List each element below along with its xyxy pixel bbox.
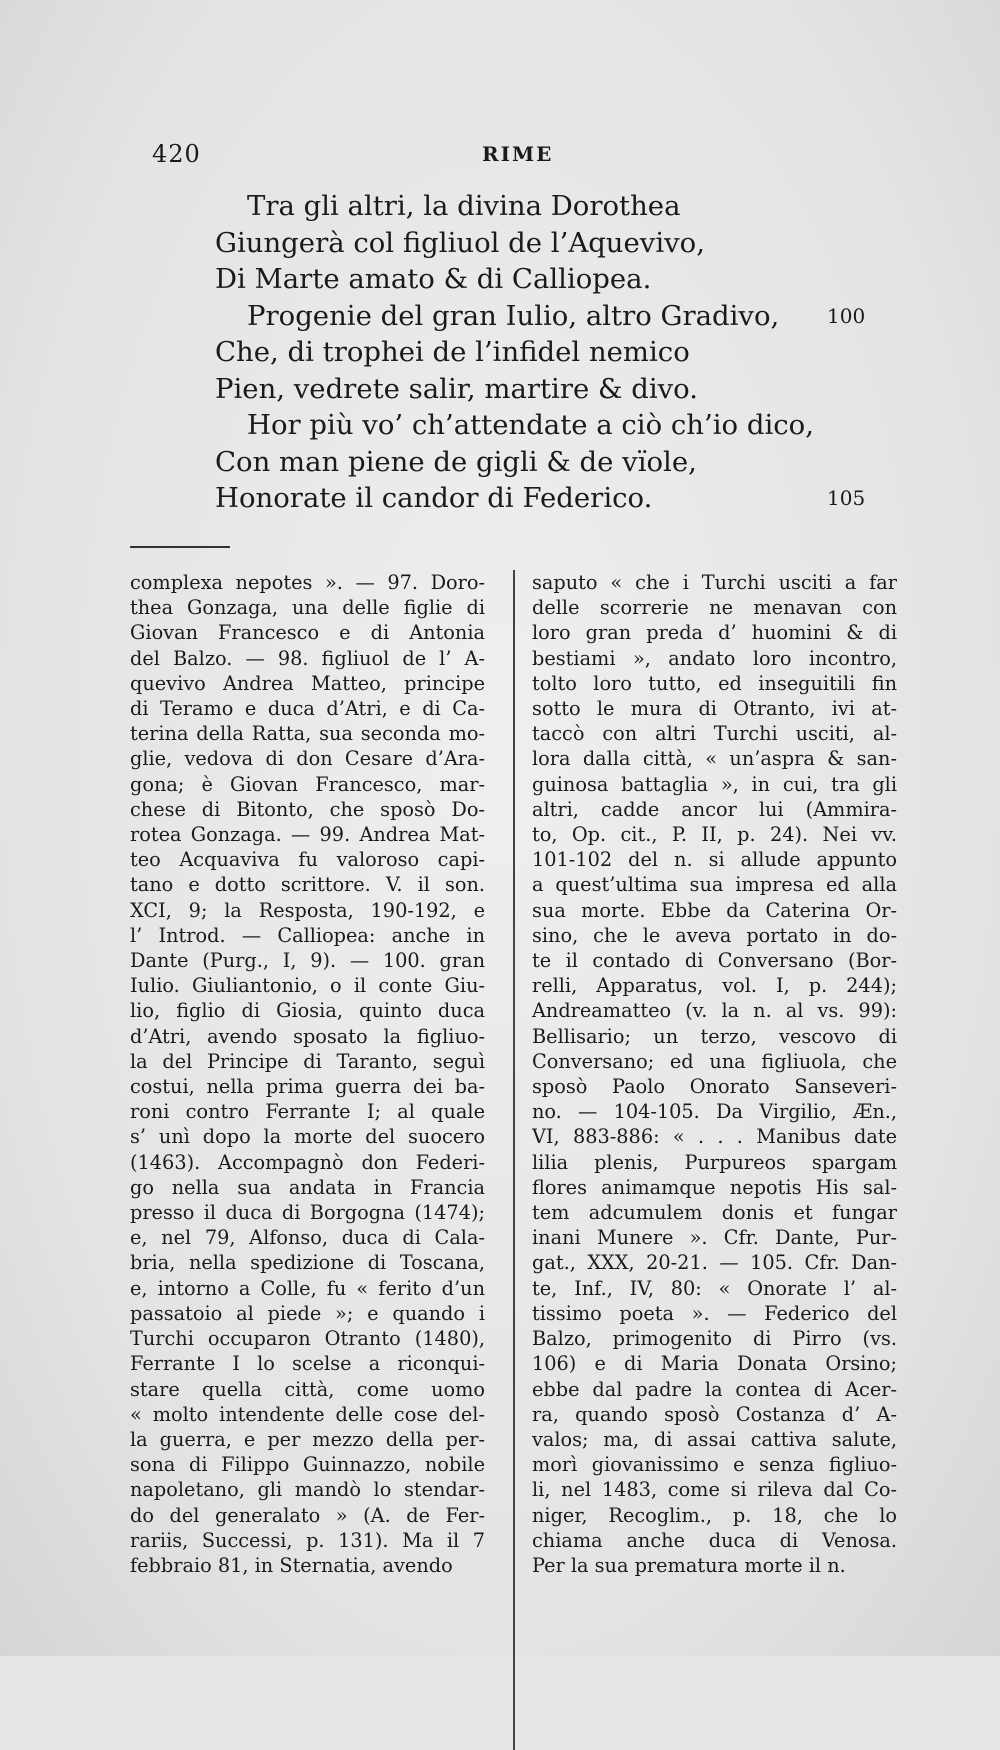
note-line: sotto le mura di Otranto, ivi at- bbox=[532, 697, 897, 721]
note-line: terina della Ratta, sua seconda mo- bbox=[130, 722, 485, 746]
note-line: complexa nepotes ». — 97. Doro- bbox=[130, 571, 485, 594]
note-line: chiama anche duca di Venosa. bbox=[532, 1528, 897, 1552]
note-line: inani Munere ». Cfr. Dante, Pur- bbox=[532, 1226, 897, 1250]
note-line: morì giovanissimo e senza figliuo- bbox=[532, 1453, 897, 1477]
note-line: Balzo, primogenito di Pirro (vs. bbox=[532, 1327, 897, 1351]
note-line: s’ unì dopo la morte del suocero bbox=[130, 1125, 485, 1149]
note-line: lilia plenis, Purpureos spargam bbox=[532, 1150, 897, 1174]
note-line: te il contado di Conversano (Bor- bbox=[532, 949, 897, 973]
note-line: gat., XXX, 20-21. — 105. Cfr. Dan- bbox=[532, 1251, 897, 1275]
note-line: 106) e di Maria Donata Orsino; bbox=[532, 1352, 897, 1376]
note-line: sposò Paolo Onorato Sanseveri- bbox=[532, 1075, 897, 1099]
note-line: roni contro Ferrante I; al quale bbox=[130, 1100, 485, 1124]
note-line: stare quella città, come uomo bbox=[130, 1377, 485, 1401]
note-line: gona; è Giovan Francesco, mar- bbox=[130, 772, 485, 796]
note-line: sino, che le aveva portato in do- bbox=[532, 923, 897, 947]
note-line: bestiami », andato loro incontro, bbox=[532, 646, 897, 670]
note-line: rariis, Successi, p. 131). Ma il 7 bbox=[130, 1528, 485, 1552]
note-line: la del Principe di Taranto, seguì bbox=[130, 1049, 485, 1073]
note-line: bria, nella spedizione di Toscana, bbox=[130, 1251, 485, 1275]
note-line: « molto intendente delle cose del- bbox=[130, 1402, 485, 1426]
note-line: (1463). Accompagnò don Federi- bbox=[130, 1150, 485, 1174]
verse-line-number: 100 bbox=[827, 303, 866, 328]
note-line: sua morte. Ebbe da Caterina Or- bbox=[532, 898, 897, 922]
verse-text: Con man piene de gigli & de vïole, bbox=[215, 445, 697, 478]
verse-line bbox=[215, 298, 915, 335]
note-line: sona di Filippo Guinnazzo, nobile bbox=[130, 1453, 485, 1477]
note-line: Bellisario; un terzo, vescovo di bbox=[532, 1024, 897, 1048]
notes-left-column bbox=[130, 570, 485, 1578]
note-line: VI, 883-886: « . . . Manibus date bbox=[532, 1125, 897, 1149]
verse-text: Progenie del gran Iulio, altro Gradivo, bbox=[247, 299, 780, 332]
note-line: loro gran preda d’ huomini & di bbox=[532, 621, 897, 645]
note-line: Turchi occuparon Otranto (1480), bbox=[130, 1327, 485, 1351]
note-line: lio, figlio di Giosia, quinto duca bbox=[130, 999, 485, 1023]
note-line: quevivo Andrea Matteo, principe bbox=[130, 671, 485, 695]
verse-line bbox=[215, 407, 915, 444]
running-title: RIME bbox=[482, 142, 554, 166]
note-line: ra, quando sposò Costanza d’ A- bbox=[532, 1402, 897, 1426]
verse-line bbox=[215, 480, 915, 517]
note-line: napoletano, gli mandò lo stendar- bbox=[130, 1478, 485, 1502]
note-line: XCI, 9; la Resposta, 190-192, e bbox=[130, 898, 485, 922]
note-line: Conversano; ed una figliuola, che bbox=[532, 1049, 897, 1073]
note-line: chese di Bitonto, che sposò Do- bbox=[130, 797, 485, 821]
verse-text: Di Marte amato & di Calliopea. bbox=[215, 263, 652, 295]
verse-text: Hor più vo’ ch’attendate a ciò ch’io dico, bbox=[247, 409, 814, 441]
verse-line bbox=[215, 444, 915, 481]
note-line: la guerra, e per mezzo della per- bbox=[130, 1427, 485, 1451]
verse-text: Pien, vedrete salir, martire & divo. bbox=[215, 372, 698, 405]
note-line: te, Inf., IV, 80: « Onorate l’ al- bbox=[532, 1276, 897, 1300]
note-line: presso il duca di Borgogna (1474); bbox=[130, 1201, 485, 1225]
footnote-rule bbox=[130, 546, 230, 548]
verse-line bbox=[215, 334, 915, 371]
note-line: delle scorrerie ne menavan con bbox=[532, 596, 897, 620]
verse-line-number: 105 bbox=[827, 486, 866, 510]
note-line: li, nel 1483, come si rileva dal Co- bbox=[532, 1478, 897, 1502]
note-line: flores animamque nepotis His sal- bbox=[532, 1175, 897, 1199]
verse-text: Honorate il candor di Federico. bbox=[215, 482, 653, 514]
note-line: e, intorno a Colle, fu « ferito d’un bbox=[130, 1276, 485, 1300]
note-line: del Balzo. — 98. figliuol de l’ A- bbox=[130, 646, 485, 670]
note-line: 101-102 del n. si allude appunto bbox=[532, 848, 897, 872]
verse-line bbox=[215, 188, 915, 225]
note-line: ebbe dal padre la contea di Acer- bbox=[532, 1377, 897, 1401]
note-line: relli, Apparatus, vol. I, p. 244); bbox=[532, 974, 897, 998]
column-divider bbox=[513, 570, 515, 1750]
note-line: thea Gonzaga, una delle figlie di bbox=[130, 596, 485, 620]
note-line: febbraio 81, in Sternatia, avendo bbox=[130, 1553, 453, 1577]
verse-line bbox=[215, 225, 915, 262]
note-line: passatoio al piede »; e quando i bbox=[130, 1301, 485, 1325]
note-line: Iulio. Giuliantonio, o il conte Giu- bbox=[130, 974, 485, 998]
note-line: lora dalla città, « un’aspra & san- bbox=[532, 747, 897, 771]
note-line: Giovan Francesco e di Antonia bbox=[130, 621, 485, 645]
verse-text: Che, di trophei de l’infidel nemico bbox=[215, 336, 690, 368]
note-line: niger, Recoglim., p. 18, che lo bbox=[532, 1503, 897, 1527]
note-line: saputo « che i Turchi usciti a far bbox=[532, 571, 897, 594]
note-line: tem adcumulem donis et fungar bbox=[532, 1201, 897, 1225]
note-line: no. — 104-105. Da Virgilio, Æn., bbox=[532, 1100, 897, 1124]
note-line: costui, nella prima guerra dei ba- bbox=[130, 1075, 485, 1099]
note-line: taccò con altri Turchi usciti, al- bbox=[532, 722, 897, 746]
note-line: e, nel 79, Alfonso, duca di Cala- bbox=[130, 1226, 485, 1250]
note-line: a quest’ultima sua impresa ed alla bbox=[532, 873, 897, 897]
note-line: glie, vedova di don Cesare d’Ara- bbox=[130, 747, 485, 771]
note-line: rotea Gonzaga. — 99. Andrea Mat- bbox=[130, 823, 485, 847]
note-line: d’Atri, avendo sposato la figliuo- bbox=[130, 1024, 485, 1048]
note-line: tissimo poeta ». — Federico del bbox=[532, 1301, 897, 1325]
note-line: altri, cadde ancor lui (Ammira- bbox=[532, 797, 897, 821]
verse-block bbox=[215, 188, 915, 517]
note-line: to, Op. cit., P. II, p. 24). Nei vv. bbox=[532, 823, 897, 847]
page-number: 420 bbox=[152, 140, 201, 168]
verse-text: Giungerà col figliuol de l’Aquevivo, bbox=[215, 226, 705, 259]
notes-right-column bbox=[532, 570, 897, 1578]
note-line: tano e dotto scrittore. V. il son. bbox=[130, 873, 485, 897]
verse-line bbox=[215, 261, 915, 298]
note-line: tolto loro tutto, ed inseguitili fin bbox=[532, 671, 897, 695]
note-line: Andreamatteo (v. la n. al vs. 99): bbox=[532, 999, 897, 1023]
note-line: l’ Introd. — Calliopea: anche in bbox=[130, 923, 485, 947]
note-line: guinosa battaglia », in cui, tra gli bbox=[532, 772, 897, 796]
note-line: valos; ma, di assai cattiva salute, bbox=[532, 1427, 897, 1451]
note-line: Dante (Purg., I, 9). — 100. gran bbox=[130, 949, 485, 973]
note-line: Ferrante I lo scelse a riconqui- bbox=[130, 1352, 485, 1376]
note-line: Per la sua prematura morte il n. bbox=[532, 1553, 846, 1577]
note-line: do del generalato » (A. de Fer- bbox=[130, 1503, 485, 1527]
note-line: di Teramo e duca d’Atri, e di Ca- bbox=[130, 697, 485, 721]
verse-text: Tra gli altri, la divina Dorothea bbox=[247, 190, 681, 222]
note-line: go nella sua andata in Francia bbox=[130, 1175, 485, 1199]
verse-line bbox=[215, 371, 915, 408]
note-line: teo Acquaviva fu valoroso capi- bbox=[130, 848, 485, 872]
